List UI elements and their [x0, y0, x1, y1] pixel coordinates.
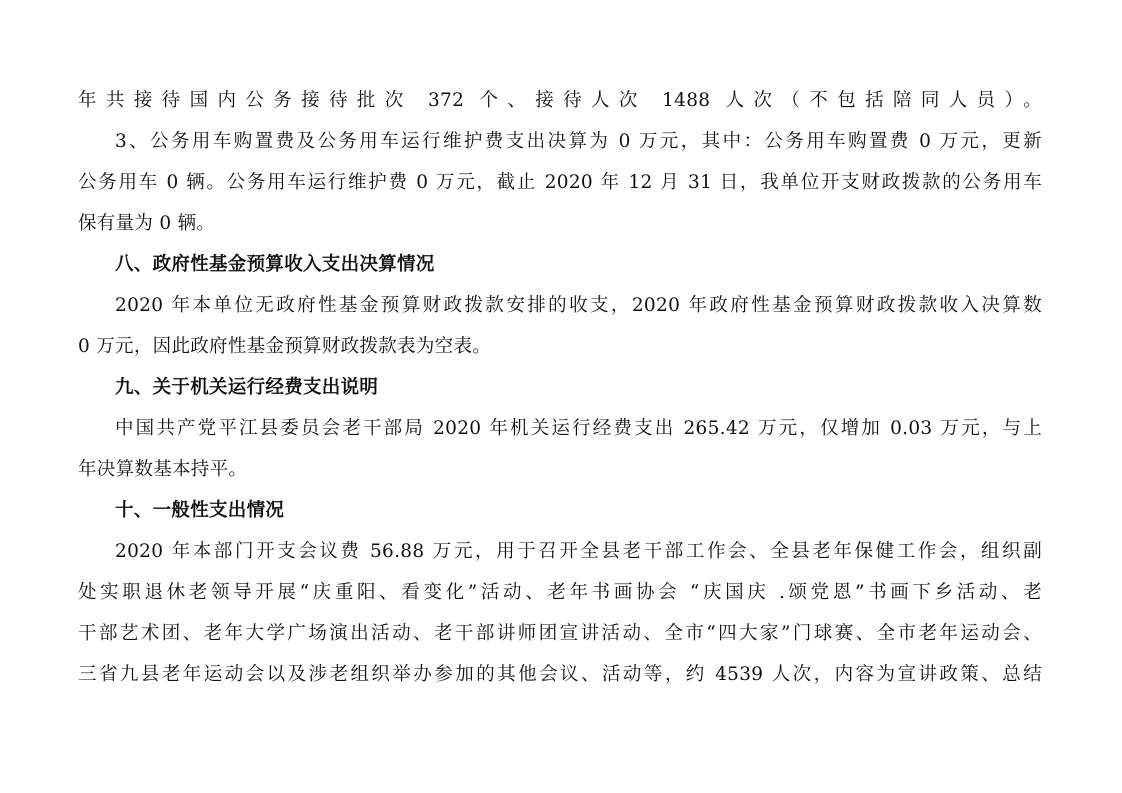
text-line: 2020 年本部门开支会议费 56.88 万元，用于召开全县老干部工作会、全县老年保健工作会，组织副	[115, 541, 1042, 562]
section-heading: 十、一般性支出情况	[115, 500, 285, 521]
section-heading: 八、政府性基金预算收入支出决算情况	[115, 254, 435, 275]
document-page	[78, 80, 1042, 695]
text-line: 年共接待国内公务接待批次 372 个、接待人次 1488 人次（不包括陪同人员）。	[78, 90, 1042, 111]
text-line: 干部艺术团、老年大学广场演出活动、老干部讲师团宣讲活动、全市“四大家”门球赛、全市老年运动会、	[78, 623, 1042, 644]
text-line: 年决算数基本持平。	[78, 459, 248, 480]
section-heading: 九、关于机关运行经费支出说明	[115, 377, 379, 398]
text-line: 3、公务用车购置费及公务用车运行维护费支出决算为 0 万元，其中：公务用车购置费 0 万元，更新	[115, 131, 1042, 152]
text-line: 处实职退休老领导开展“庆重阳、看变化”活动、老年书画协会 “庆国庆 .颂党恩”书画下乡活动、老	[78, 582, 1042, 603]
text-line: 保有量为 0 辆。	[78, 213, 216, 234]
text-line: 三省九县老年运动会以及涉老组织举办参加的其他会议、活动等，约 4539 人次，内容为宣讲政策、总结	[78, 664, 1042, 685]
text-line: 中国共产党平江县委员会老干部局 2020 年机关运行经费支出 265.42 万元，仅增加 0.03 万元，与上	[115, 418, 1042, 439]
text-line: 0 万元，因此政府性基金预算财政拨款表为空表。	[78, 336, 492, 357]
text-line: 2020 年本单位无政府性基金预算财政拨款安排的收支，2020 年政府性基金预算财政拨款收入决算数	[115, 295, 1042, 316]
text-line: 公务用车 0 辆。公务用车运行维护费 0 万元，截止 2020 年 12 月 31 日，我单位开支财政拨款的公务用车	[78, 172, 1042, 193]
